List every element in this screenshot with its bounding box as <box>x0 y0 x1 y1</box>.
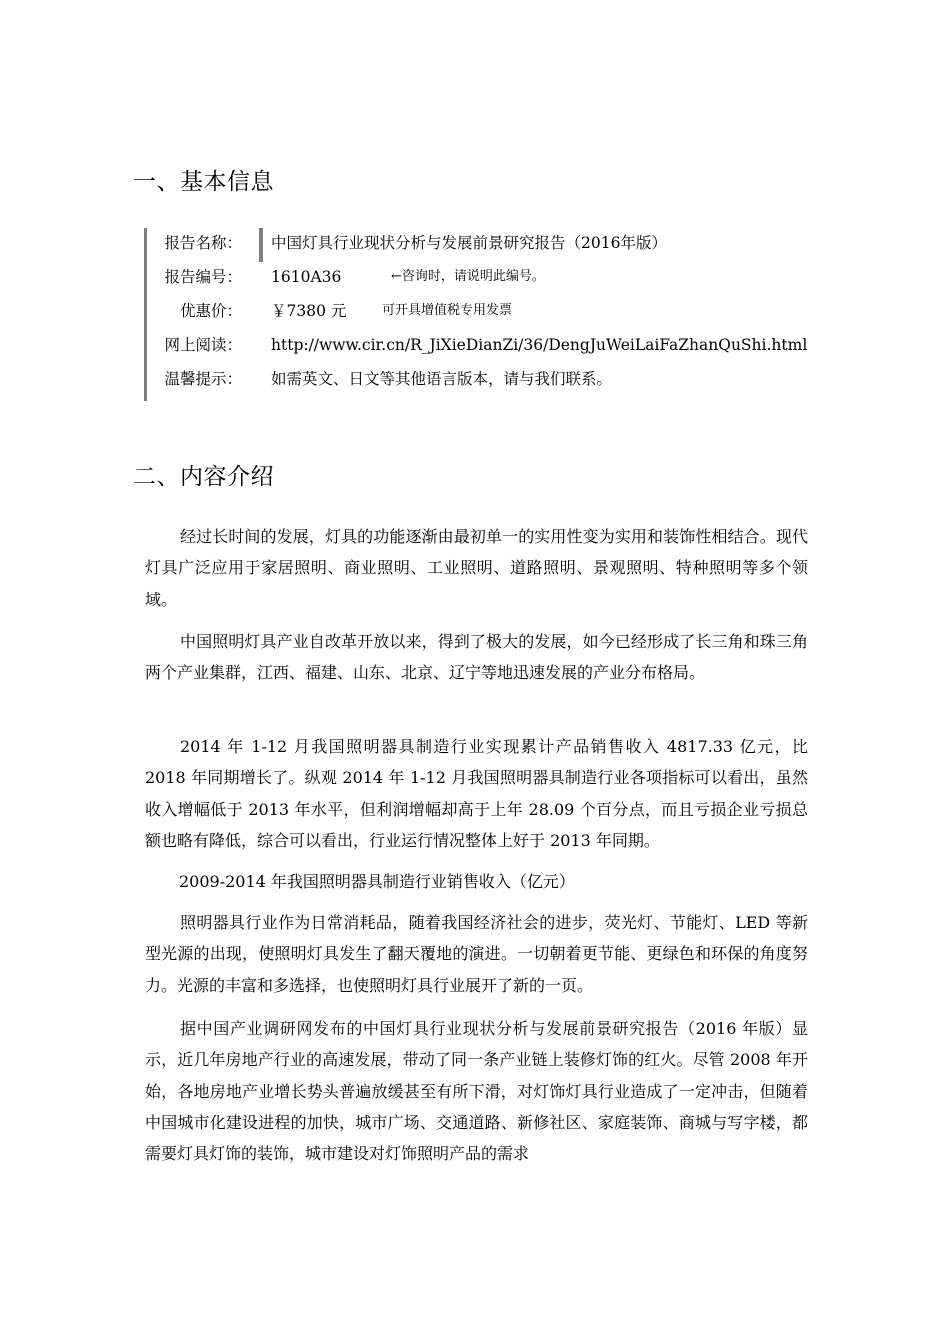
paragraph-2: 中国照明灯具产业自改革开放以来，得到了极大的发展，如今已经形成了长三角和珠三角两个产业集群，江西、福建、山东、北京、辽宁等地迅速发展的产业分布格局。 <box>145 632 808 683</box>
report-name-label: 报告名称： <box>164 234 242 252</box>
title-marker-bar <box>259 228 263 262</box>
paragraph-3: 2014 年 1-12 月我国照明器具制造行业实现累计产品销售收入 4817.33 亿元，比 2018 年同期增长了。纵观 2014 年 1-12 月我国照明器具制造行业各项指标可以看出，虽然收入增幅低于 2013 年水平，但利润增幅却高于上年 28.09 个百分点，而且亏损企业亏损总额也略有降低，综合可以看出，行业运行情况整体上好于 2013 年同期。 <box>145 737 808 850</box>
price-note: 可开具增值税专用发票 <box>382 303 513 318</box>
report-number-value: 1610A36 <box>271 268 342 286</box>
report-name-value: 中国灯具行业现状分析与发展前景研究报告（2016年版） <box>271 234 667 252</box>
paragraph-1: 经过长时间的发展，灯具的功能逐渐由最初单一的实用性变为实用和装饰性相结合。现代灯具广泛应用于家居照明、商业照明、工业照明、道路照明、景观照明、特种照明等多个领域。 <box>145 527 808 609</box>
price-value: ￥7380 元 <box>271 302 347 320</box>
report-number-label: 报告编号： <box>164 268 242 286</box>
online-reading-link[interactable]: http://www.cir.cn/R_JiXieDianZi/36/DengJuWeiLaiFaZhanQuShi.html <box>271 336 808 354</box>
report-number-note: ←咨询时，请说明此编号。 <box>391 269 545 284</box>
paragraph-5: 据中国产业调研网发布的中国灯具行业现状分析与发展前景研究报告（2016 年版）显示，近几年房地产行业的高速发展，带动了同一条产业链上装修灯饰的红火。尽管 2008 年开始，各地房地产业增长势头普遍放缓甚至有所下滑，对灯饰灯具行业造成了一定冲击，但随着中国城市化建设进程的加快，城市广场、交通道路、新修社区、家庭装饰、商城与写字楼，都需要灯具灯饰的装饰，城市建设对灯饰照明产品的需求 <box>145 1019 808 1164</box>
basic-info-block <box>144 228 847 401</box>
paragraph-4: 照明器具行业作为日常消耗品，随着我国经济社会的进步，荧光灯、节能灯、LED 等新型光源的出现，使照明灯具发生了翻天覆地的演进。一切朝着更节能、更绿色和环保的角度努力。光源的丰富和多选择，也使照明灯具行业展开了新的一页。 <box>145 913 808 995</box>
tip-label: 温馨提示： <box>164 370 242 388</box>
online-reading-label: 网上阅读： <box>164 336 242 354</box>
section-heading-basic-info: 一、基本信息 <box>133 169 274 195</box>
tip-value: 如需英文、日文等其他语言版本，请与我们联系。 <box>271 370 613 388</box>
chart-caption: 2009-2014 年我国照明器具制造行业销售收入（亿元） <box>179 872 575 891</box>
price-label: 优惠价： <box>179 302 242 320</box>
section-heading-content-intro: 二、内容介绍 <box>133 464 274 490</box>
